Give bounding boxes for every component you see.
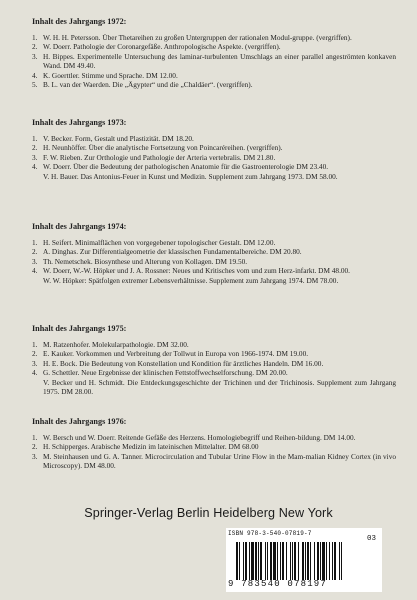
- list-item: 5. B. L. van der Waerden. Die „Ägypter“ und die „Chaldäer“. (vergriffen).: [32, 80, 253, 90]
- list-item: 3. Th. Nemetschek. Biosynthese und Alterung von Kollagen. DM 19.50.: [32, 256, 248, 266]
- barcode-addon: 03: [366, 535, 376, 543]
- section-1974: [32, 222, 396, 285]
- list-item: 3. H. E. Bock. Die Bedeutung von Konstellation und Kondition für ärztliches Handeln. DM 16.00.: [32, 358, 324, 368]
- barcode-digits: 9 783540 078197: [228, 579, 328, 589]
- list-item: 2. H. Schipperges. Arabische Medizin im lateinischen Mittelalter. DM 68.00: [32, 442, 259, 452]
- list-item: 1. H. Seifert. Minimalflächen von vorgegebener topologischer Gestalt. DM 12.00.: [32, 238, 276, 247]
- supplement-note: V. Becker und H. Schmidt. Die Entdeckungsgeschichte der Trichinen und der Trichinosis. Supplement zum Jahrgang 1975. DM 28.00.: [43, 377, 396, 397]
- list-item: 2. A. Dinghas. Zur Differentialgeometrie der klassischen Fundamentalbereiche. DM 20.80.: [32, 247, 302, 257]
- list-item: 4. W. Doerr. Über die Bedeutung der pathologischen Anatomie für die Gastroenterologie DM 23.40.: [32, 162, 329, 172]
- list-item: 4. G. Schettler. Neue Ergebnisse der klinischen Fettstoffwechselforschung. DM 20.00.: [32, 368, 288, 378]
- list-item: 1. W. H. H. Petersson. Über Thetareihen zu großen Untergruppen der rationalen Modul-gruppe. (vergriffen).: [32, 33, 352, 42]
- list-item: 1. M. Ratzenhofer. Molekularpathologie. DM 32.00.: [32, 340, 189, 349]
- list-item: 4. W. Doerr, W.-W. Höpker und J. A. Rossner: Neues und Kritisches vom und zum Herz-infarkt. DM 48.00.: [32, 266, 351, 276]
- section-title: Inhalt des Jahrgangs 1975:: [32, 324, 127, 333]
- list-item: 3. M. Steinhausen und G. A. Tanner. Microcirculation and Tubular Urine Flow in the Mam-malian Kidney Cortex (in vivo Microscopy). DM 48.00.: [32, 451, 396, 471]
- list-item: 2. E. Kauker. Vorkommen und Verbreitung der Tollwut in Europa von 1966-1974. DM 19.00.: [32, 349, 309, 359]
- isbn-number: ISBN 978-3-540-07819-7: [228, 530, 312, 537]
- section-1973: [32, 118, 396, 181]
- list-item: 2. W. Doerr. Pathologie der Coronargefäße. Anthropologische Aspekte. (vergriffen).: [32, 42, 281, 52]
- barcode-icon: [236, 542, 376, 580]
- section-title: Inhalt des Jahrgangs 1974:: [32, 222, 127, 231]
- supplement-note: V. H. Bauer. Das Antonius-Feuer in Kunst und Medizin. Supplement zum Jahrgang 1973. DM 58.00.: [43, 171, 338, 181]
- section-title: Inhalt des Jahrgangs 1976:: [32, 417, 127, 426]
- list-item: 1. W. Bersch und W. Doerr. Reitende Gefäße des Herzens. Homologiebegriff und Reihen-bildung. DM 14.00.: [32, 433, 356, 442]
- section-1975: [32, 324, 396, 396]
- list-item: 3. F. W. Rieben. Zur Orthologie und Pathologie der Arteria vertebralis. DM 21.80.: [32, 152, 276, 162]
- list-item: 3. H. Bippes. Experimentelle Untersuchung des laminar-turbulenten Umschlags an einer parallel angeströmten konkaven Wand. DM 49.40.: [32, 51, 396, 71]
- list-item: 4. K. Goerttler. Stimme und Sprache. DM 12.00.: [32, 70, 178, 80]
- section-title: Inhalt des Jahrgangs 1973:: [32, 118, 127, 127]
- section-1976: [32, 417, 396, 471]
- section-title: Inhalt des Jahrgangs 1972:: [32, 17, 127, 26]
- publisher-name: Springer-Verlag Berlin Heidelberg New York: [84, 506, 333, 520]
- list-item: 2. H. Neunhöffer. Über die analytische Fortsetzung von Poincaréreihen. (vergriffen).: [32, 143, 283, 153]
- isbn-barcode-label: [226, 528, 382, 592]
- supplement-note: W. W. Höpker: Spätfolgen extremer Lebensverhältnisse. Supplement zum Jahrgang 1974. DM 78.00.: [43, 275, 339, 285]
- section-1972: [32, 17, 396, 89]
- list-item: 1. V. Becker. Form, Gestalt und Plastizität. DM 18.20.: [32, 134, 194, 143]
